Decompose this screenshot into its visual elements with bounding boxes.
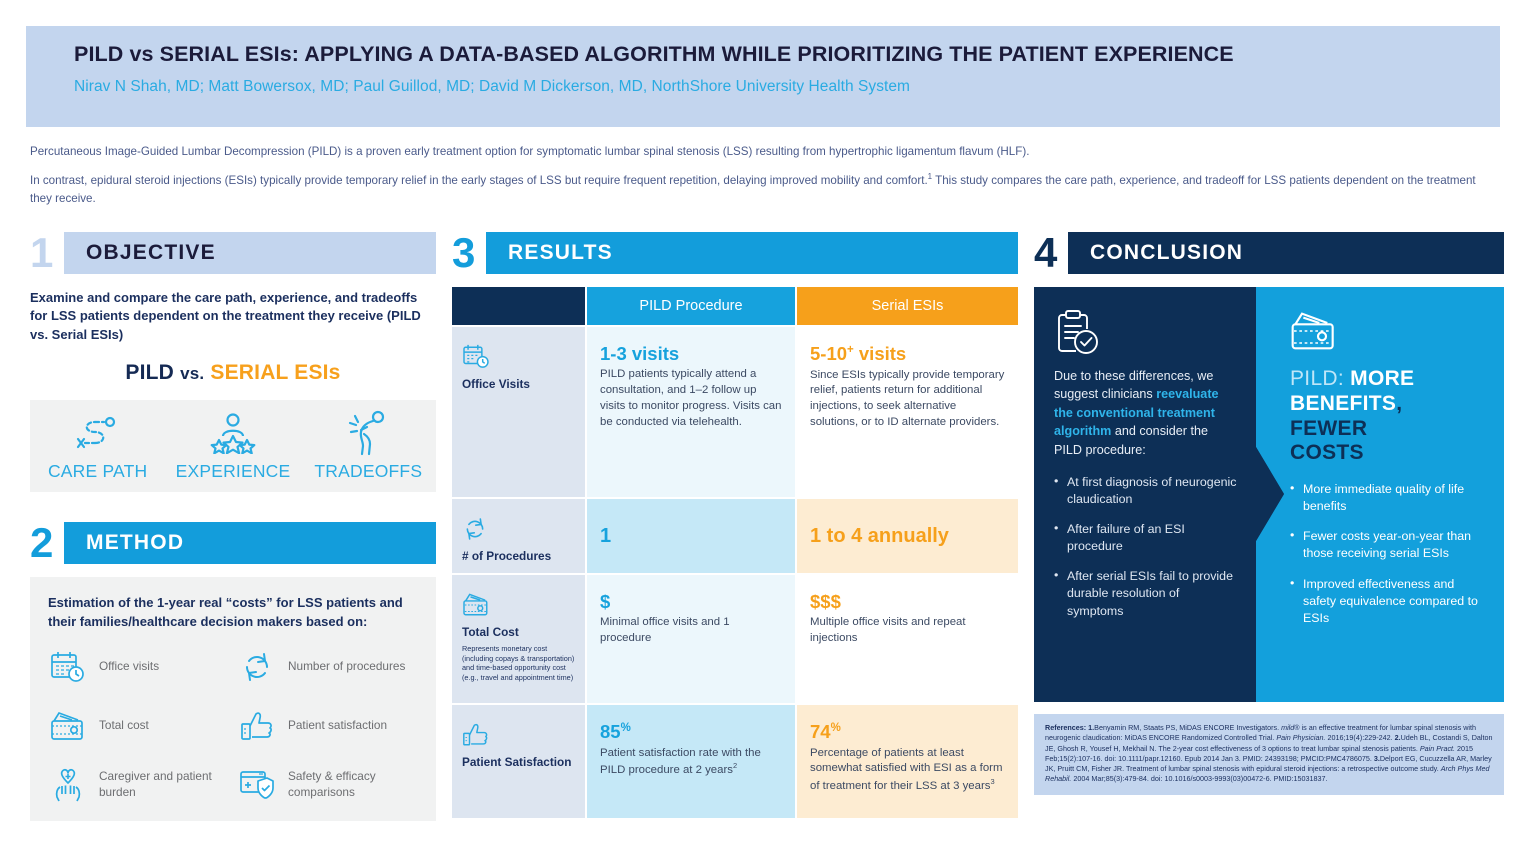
conclusion-lead-highlight: reevaluate the conventional treatment algorithm <box>1054 387 1219 439</box>
cell-description: Since ESIs typically provide temporary relief, patients return for additional injections, to seek alternative solutions, or to ID alternate providers. <box>810 368 1005 428</box>
reference-italic-1b: Pain Physician. <box>1276 733 1326 743</box>
method-item-satisfaction <box>237 706 418 746</box>
conclusion-right-bullets <box>1290 481 1486 627</box>
method-label-total-cost: Total cost <box>99 718 149 733</box>
results-col-esi: Serial ESIs <box>797 287 1018 325</box>
intro-p2-b: This study compares the care path, experience, and tradeoff for LSS patients dependent on the treatment they receive. <box>30 174 1476 205</box>
method-label-office-visits: Office visits <box>99 659 160 674</box>
intro-p2-sup: 1 <box>927 172 933 182</box>
section-label-method: METHOD <box>64 522 436 564</box>
section-header-results <box>452 229 1018 276</box>
method-item-procedures <box>237 647 418 687</box>
cell-esi-patient-satisfaction <box>797 705 1018 818</box>
reference-number-3: 3. <box>1373 753 1380 763</box>
row-label-total-cost <box>452 575 585 703</box>
cell-desc-text: Patient satisfaction rate with the PILD procedure at 2 years <box>600 746 761 777</box>
cell-headline-main: 74 <box>810 721 831 743</box>
section-label-conclusion: CONCLUSION <box>1068 232 1504 274</box>
cell-headline <box>600 722 782 743</box>
section-header-conclusion <box>1034 229 1504 276</box>
compare-right-label: SERIAL ESIs <box>210 361 341 385</box>
results-col-blank <box>452 287 585 325</box>
pillar-experience <box>166 409 300 482</box>
pillar-label-experience: EXPERIENCE <box>175 461 291 482</box>
method-item-safety-efficacy <box>237 765 418 805</box>
cell-headline: 1-3 visits <box>600 343 680 364</box>
objective-body: Examine and compare the care path, experience, and tradeoffs for LSS patients dependent on the treatment they receive (PILD vs. Serial ESIs) <box>30 290 421 342</box>
reference-italic-3a: Arch Phys Med Rehabil. <box>1045 764 1490 784</box>
cell-desc-sup: 3 <box>990 776 995 786</box>
conclusion-lead-a: Due to these differences, we suggest clinicians <box>1054 369 1214 402</box>
references-heading: References: <box>1045 723 1087 732</box>
cell-pild-office-visits <box>587 327 795 497</box>
thumbs-up-icon <box>462 722 575 748</box>
conclusion-title-costs: COSTS <box>1290 441 1364 465</box>
section-header-objective <box>30 229 436 276</box>
conclusion-left-bullets <box>1054 474 1238 620</box>
cell-pild-patient-satisfaction <box>587 705 795 818</box>
row-name: Patient Satisfaction <box>462 755 572 769</box>
reference-text-3b: 2004 Mar;85(3):479-84. doi: 10.1016/s0003-9993(03)00472-6. PMID:15031837. <box>1071 774 1328 784</box>
cell-headline-tail: visits <box>853 343 907 365</box>
cell-headline-main: 85 <box>600 721 621 743</box>
tradeoffs-icon <box>301 409 435 457</box>
row-sublabel: Represents monetary cost (including copays & transportation) and time-based opportunity cost (e.g., travel and appointment time) <box>462 644 575 682</box>
conclusion-lead-b: and consider the PILD procedure: <box>1054 424 1208 457</box>
section-label-objective: OBJECTIVE <box>64 232 436 274</box>
list-item: • After failure of an ESI procedure <box>1054 521 1238 555</box>
cell-headline-main: 5-10 <box>810 343 848 365</box>
conclusion-title <box>1290 367 1486 466</box>
cell-headline: 1 <box>600 525 612 547</box>
table-row <box>452 705 1018 818</box>
row-name: Total Cost <box>462 625 519 639</box>
conclusion-title-more: MORE <box>1350 367 1415 390</box>
row-label-procedures <box>452 499 585 573</box>
objective-comparison <box>30 361 436 385</box>
row-label-office-visits <box>452 327 585 497</box>
intro-block <box>30 143 1490 207</box>
method-label-caregiver-burden: Caregiver and patient burden <box>99 769 212 800</box>
row-name: # of Procedures <box>462 549 552 563</box>
cell-headline <box>810 344 1005 365</box>
pillar-care-path <box>31 409 165 482</box>
heart-hands-icon <box>48 765 88 805</box>
cell-description: PILD patients typically attend a consultation, and 1–2 follow up visits to monitor progress. Visits can be conducted via telehealth. <box>600 368 782 428</box>
clipboard-check-icon <box>1054 309 1238 357</box>
conclusion-title-prefix: PILD: <box>1290 367 1351 390</box>
section-header-method <box>30 519 436 567</box>
thumbs-up-icon <box>237 706 277 746</box>
cell-headline <box>810 722 1005 743</box>
cell-description: Multiple office visits and repeat injections <box>810 616 966 645</box>
cell-headline: $$$ <box>810 591 841 612</box>
intro-paragraph-1: Percutaneous Image-Guided Lumbar Decompression (PILD) is a proven early treatment option for symptomatic lumbar spinal stenosis (LSS) resulting from hypertrophic ligamentum flavum (HLF). <box>30 145 1030 158</box>
method-lead-text: Estimation of the 1-year real “costs” for LSS patients and their families/healthcare decision makers based on: <box>48 595 403 629</box>
results-table-header <box>452 287 1018 325</box>
cell-headline-sup: % <box>830 722 841 734</box>
conclusion-title-benefits: BENEFITS <box>1290 391 1397 415</box>
results-col-pild: PILD Procedure <box>587 287 795 325</box>
cell-esi-office-visits <box>797 327 1018 497</box>
method-item-total-cost <box>48 706 229 746</box>
section-label-results: RESULTS <box>486 232 1018 274</box>
cell-pild-total-cost <box>587 575 795 703</box>
section-number-2: 2 <box>30 519 54 567</box>
refresh-cycle-icon <box>462 516 575 542</box>
cell-pild-procedures <box>587 499 795 573</box>
list-item: • After serial ESIs fail to provide durable resolution of symptoms <box>1054 568 1238 619</box>
reference-italic-1a: mild <box>1281 723 1295 732</box>
pillar-tradeoffs <box>301 409 435 482</box>
cell-desc-text: Percentage of patients at least somewhat satisfied with ESI as a form of treatment for their LSS at 3 years <box>810 746 1003 792</box>
conclusion-title-comma: , <box>1396 391 1403 415</box>
compare-left-label: PILD <box>125 361 175 385</box>
wallet-icon <box>1290 309 1486 357</box>
intro-paragraph-2 <box>30 171 1490 207</box>
wallet-icon <box>462 592 575 618</box>
cell-description: Minimal office visits and 1 procedure <box>600 616 730 645</box>
reference-text-3a: Delport EG, Cucuzzella AR, Marley JK, Pruitt CM, Fisher JR. Treatment of lumbar spinal stenosis with epidural steroid injections: a retrospective outcome study. <box>1045 753 1492 774</box>
reference-italic-2a: Pain Pract. <box>1419 743 1456 753</box>
conclusion-title-fewer: FEWER <box>1290 416 1368 440</box>
table-row <box>452 575 1018 703</box>
cell-headline: $ <box>600 591 611 612</box>
cell-headline-sup: + <box>847 344 854 356</box>
shield-check-icon <box>237 765 277 805</box>
results-table <box>452 287 1018 818</box>
list-item: • Improved effectiveness and safety equivalence compared to ESIs <box>1290 576 1486 627</box>
author-list: Nirav N Shah, MD; Matt Bowersox, MD; Paul Guillod, MD; David M Dickerson, MD, NorthShore University Health System <box>74 78 910 96</box>
conclusion-left-panel <box>1034 287 1256 702</box>
poster-header <box>26 26 1500 127</box>
cell-desc-sup: 2 <box>732 761 738 771</box>
calendar-clock-icon <box>462 344 575 370</box>
method-panel <box>30 577 436 821</box>
calendar-clock-icon <box>48 647 88 687</box>
pillar-label-care-path: CARE PATH <box>47 461 148 482</box>
pillar-label-tradeoffs: TRADEOFFS <box>314 461 423 482</box>
compare-vs-label: vs. <box>180 364 205 384</box>
cell-description <box>810 746 1005 795</box>
cell-description <box>600 746 782 779</box>
section-number-3: 3 <box>452 229 476 276</box>
table-row <box>452 499 1018 573</box>
row-name: Office Visits <box>462 377 530 391</box>
wallet-icon <box>48 706 88 746</box>
chevron-divider-icon <box>1256 287 1284 702</box>
column-left <box>30 229 436 821</box>
reference-text-1b: ® is an effective treatment for lumbar spinal stenosis with neurogenic claudication: MiDAS ENCORE Randomized Controlled Trial. <box>1045 723 1477 743</box>
table-row <box>452 327 1018 497</box>
row-label-patient-satisfaction <box>452 705 585 818</box>
intro-p2-a: In contrast, epidural steroid injections (ESIs) typically provide temporary relief in the early stages of LSS but require frequent repetition, delaying improved mobility and comfort. <box>30 174 928 188</box>
cell-esi-total-cost <box>797 575 1018 703</box>
experience-icon <box>166 409 300 457</box>
conclusion-lead-text <box>1054 367 1238 459</box>
method-criteria-grid <box>48 647 418 805</box>
reference-number-2: 2. <box>1394 733 1401 743</box>
cell-esi-procedures <box>797 499 1018 573</box>
references-block <box>1034 714 1504 795</box>
column-center <box>452 229 1018 818</box>
section-number-4: 4 <box>1034 229 1058 276</box>
method-label-satisfaction: Patient satisfaction <box>288 718 388 733</box>
cell-headline: 1 to 4 annually <box>810 525 949 547</box>
page-title: PILD vs SERIAL ESIs: APPLYING A DATA-BASED ALGORITHM WHILE PRIORITIZING THE PATIENT EXPERIENCE <box>74 42 1234 66</box>
method-item-caregiver-burden <box>48 765 229 805</box>
reference-text-1c: 2016;19(4):229-242. <box>1325 733 1393 743</box>
cell-headline-sup: % <box>620 722 631 734</box>
conclusion-right-panel <box>1256 287 1504 702</box>
list-item: • Fewer costs year-on-year than those receiving serial ESIs <box>1290 528 1486 562</box>
method-item-office-visits <box>48 647 229 687</box>
column-right <box>1034 229 1504 795</box>
method-label-safety-efficacy: Safety & efficacy comparisons <box>288 769 376 800</box>
list-item: • At first diagnosis of neurogenic claudication <box>1054 474 1238 508</box>
section-number-1: 1 <box>30 229 54 276</box>
care-path-icon <box>31 409 165 457</box>
reference-number-1: 1. <box>1088 723 1095 732</box>
refresh-cycle-icon <box>237 647 277 687</box>
reference-text-2a: Udeh BL, Costandi S, Dalton JE, Ghosh R, Yousef H, Mekhail N. The 2-year cost effectiveness of 3 options to treat lumbar spinal stenosis patients. <box>1045 733 1493 753</box>
reference-text-1a: Benyamin RM, Staats PS, MiDAS ENCORE Investigators. <box>1094 723 1282 732</box>
list-item: • More immediate quality of life benefits <box>1290 481 1486 515</box>
objective-pillars <box>30 400 436 492</box>
reference-text-2b: 2015 Feb;15(2):107-16. doi: 10.1111/papr.12160. Epub 2014 Jan 3. PMID: 24393198; PMCID:PMC4786075. <box>1045 743 1474 763</box>
conclusion-panel <box>1034 287 1504 702</box>
method-label-procedures: Number of procedures <box>288 659 406 674</box>
